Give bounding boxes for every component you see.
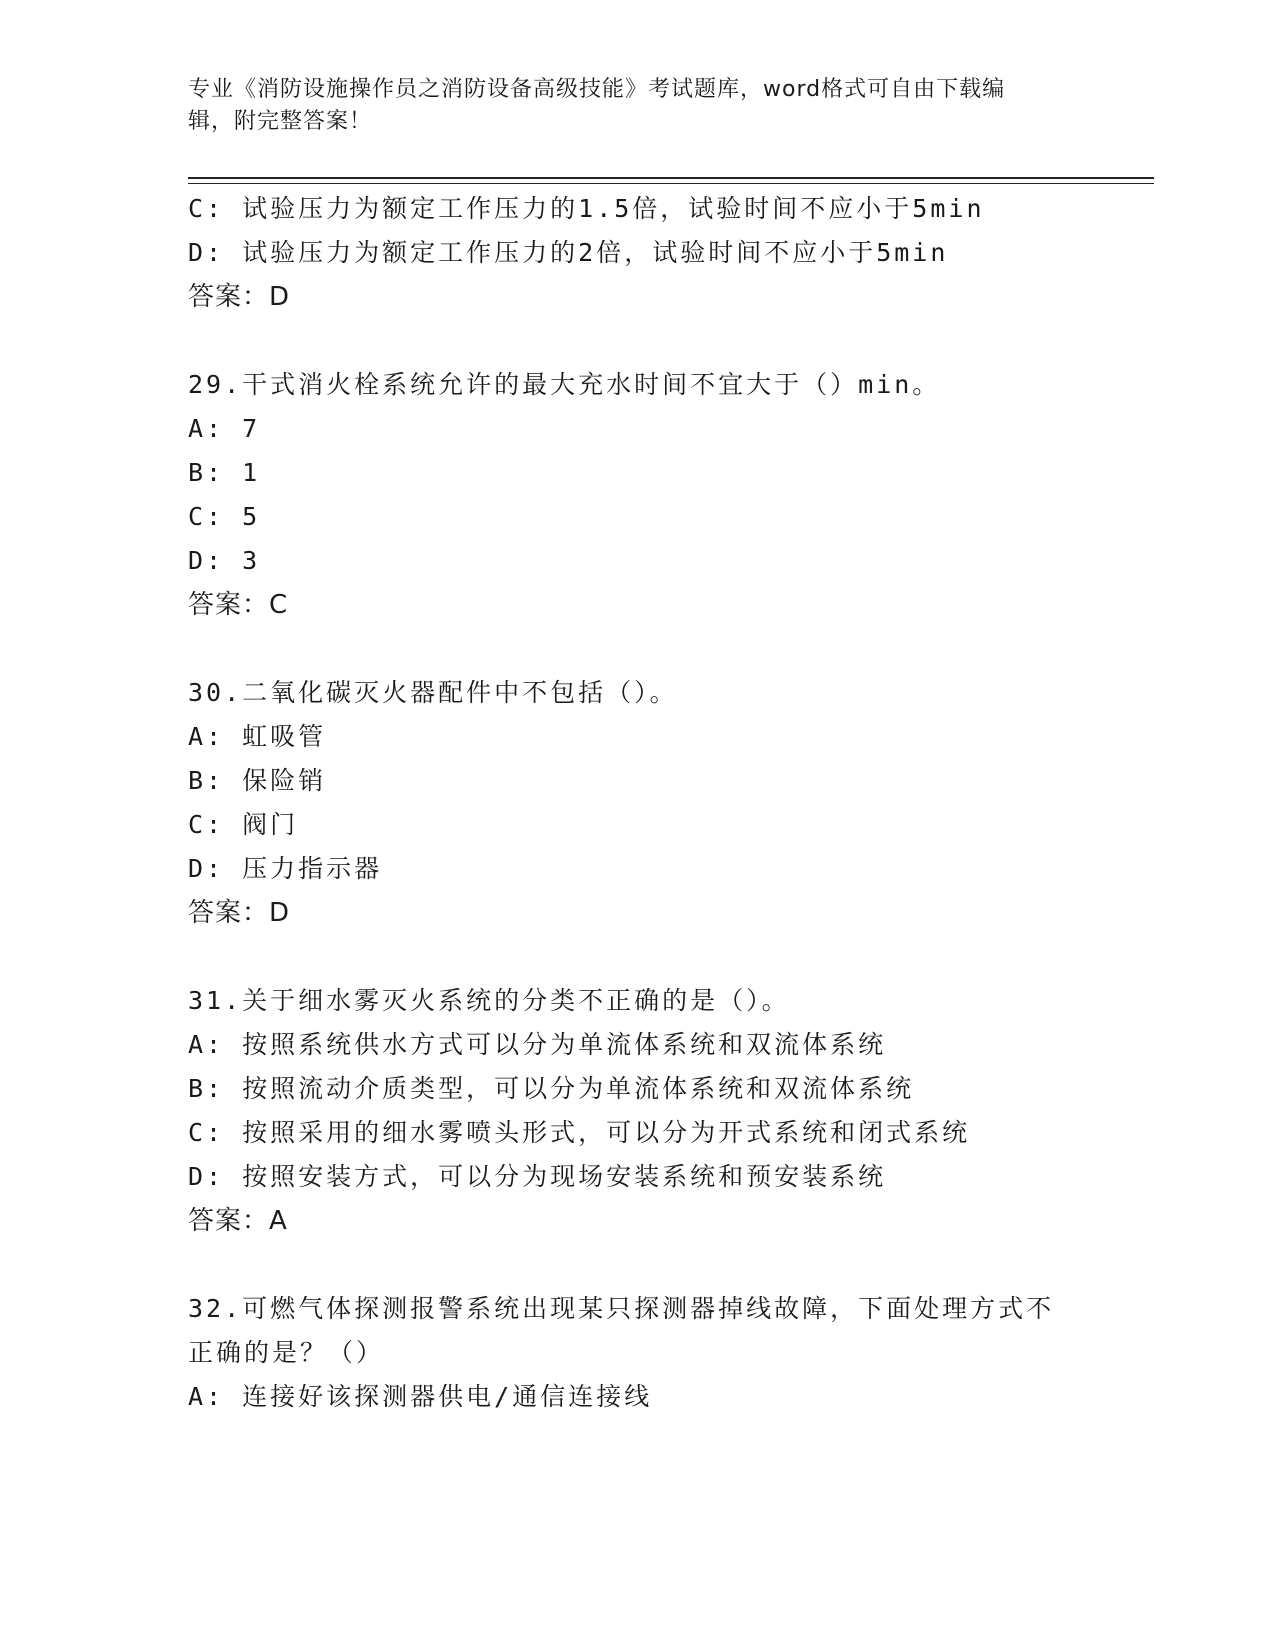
prev-answer: 答案：D — [188, 282, 291, 312]
q30-answer: 答案：D — [188, 898, 291, 928]
q30-stem: 30.二氧化碳灭火器配件中不包括（）。 — [188, 678, 678, 707]
q29-option-a: A: 7 — [188, 414, 261, 443]
q31-option-a: A: 按照系统供水方式可以分为单流体系统和双流体系统 — [188, 1030, 887, 1059]
prev-option-d: D: 试验压力为额定工作压力的2倍，试验时间不应小于5min — [188, 238, 949, 267]
q31-answer: 答案：A — [188, 1206, 288, 1236]
q31-option-d: D: 按照安装方式，可以分为现场安装系统和预安装系统 — [188, 1162, 887, 1191]
q29-answer: 答案：C — [188, 590, 289, 620]
header-line-1: 专业《消防设施操作员之消防设备高级技能》考试题库，word格式可自由下载编 — [188, 77, 1006, 102]
q30-option-b: B: 保险销 — [188, 766, 327, 795]
header-divider-thick — [188, 177, 1154, 179]
q30-option-d: D: 压力指示器 — [188, 854, 383, 883]
q29-option-b: B: 1 — [188, 458, 261, 487]
q32-stem-line-2: 正确的是？（） — [188, 1338, 385, 1367]
q29-stem: 29.干式消火栓系统允许的最大充水时间不宜大于（）min。 — [188, 370, 941, 399]
q31-stem: 31.关于细水雾灭火系统的分类不正确的是（）。 — [188, 986, 790, 1015]
prev-option-c: C: 试验压力为额定工作压力的1.5倍，试验时间不应小于5min — [188, 194, 985, 223]
q31-option-b: B: 按照流动介质类型，可以分为单流体系统和双流体系统 — [188, 1074, 915, 1103]
q29-option-c: C: 5 — [188, 502, 261, 531]
q30-option-a: A: 虹吸管 — [188, 722, 327, 751]
q31-option-c: C: 按照采用的细水雾喷头形式，可以分为开式系统和闭式系统 — [188, 1118, 971, 1147]
header-line-2: 辑，附完整答案！ — [188, 109, 373, 134]
q32-stem-line-1: 32.可燃气体探测报警系统出现某只探测器掉线故障，下面处理方式不 — [188, 1294, 1055, 1323]
q29-option-d: D: 3 — [188, 546, 261, 575]
q32-option-a: A: 连接好该探测器供电/通信连接线 — [188, 1382, 653, 1411]
header-divider-thin — [188, 183, 1154, 184]
q30-option-c: C: 阀门 — [188, 810, 299, 839]
document-header — [188, 74, 1068, 138]
